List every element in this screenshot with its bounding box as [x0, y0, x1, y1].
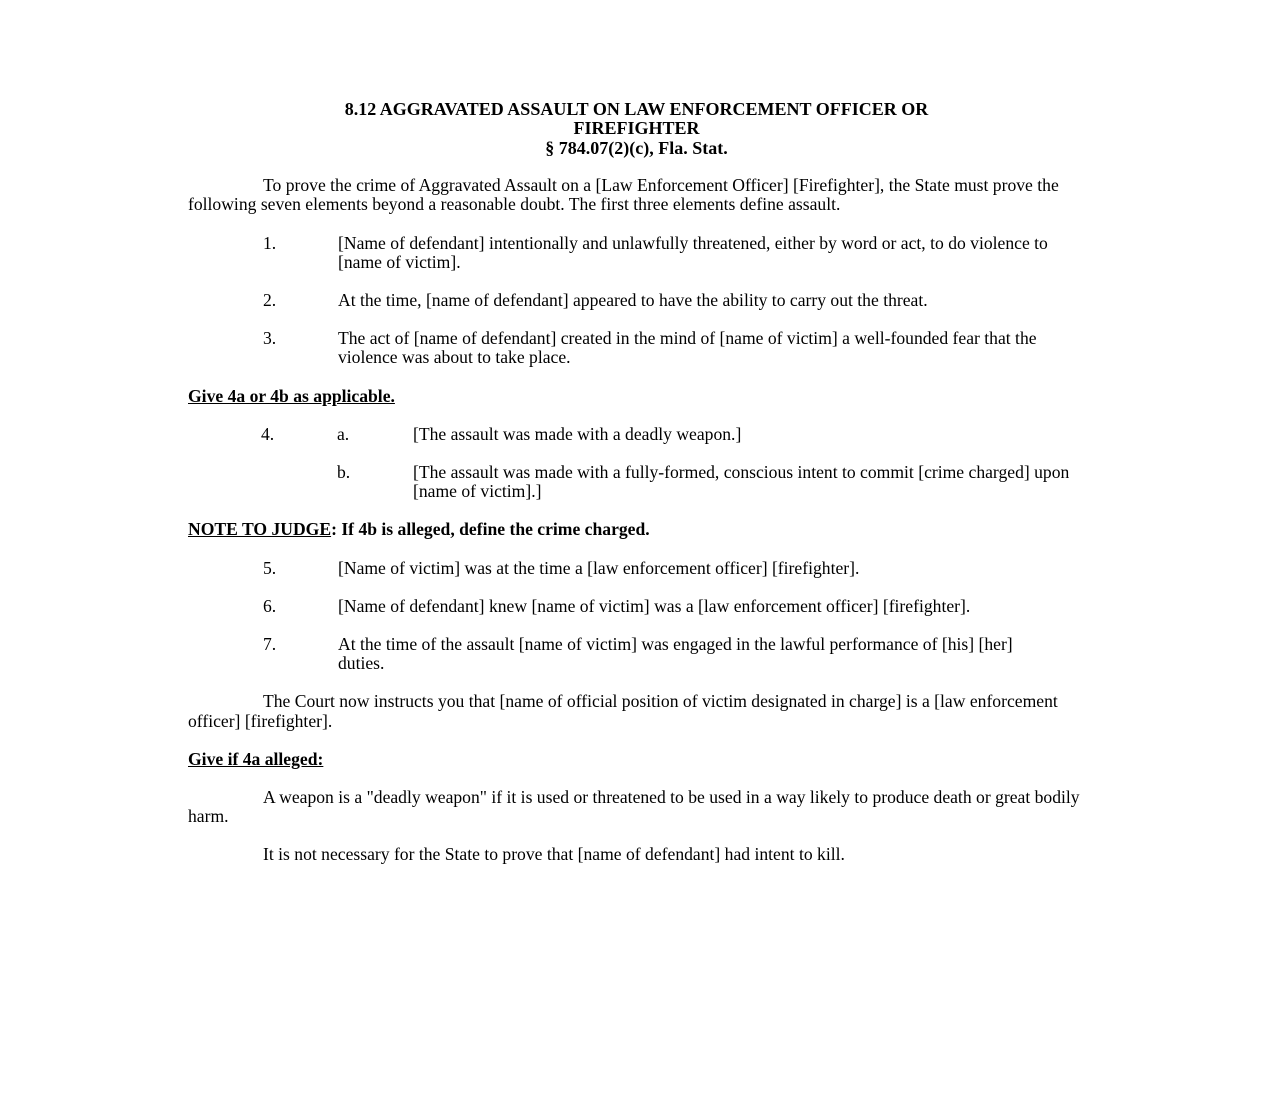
sub-element-text: [The assault was made with a fully-formed, conscious intent to commit [crime charged] upon [name of victim].] — [413, 462, 1070, 502]
element-item-1 — [188, 234, 1083, 272]
element-number: 6. — [263, 595, 277, 616]
element-number: 3. — [263, 328, 277, 349]
sub-element-letter: a. — [337, 423, 350, 444]
intro-paragraph: To prove the crime of Aggravated Assault on a [Law Enforcement Officer] [Firefighter], the State must prove the following seven elements beyond a reasonable doubt. The first three elements define assault. — [188, 175, 1059, 215]
element-text: At the time of the assault [name of victim] was engaged in the lawful performance of [his] [her] duties. — [338, 634, 1013, 674]
element-text: [Name of defendant] knew [name of victim] was a [law enforcement officer] [firefighter]. — [338, 595, 971, 616]
court-instruction-paragraph: The Court now instructs you that [name of official position of victim designated in charge] is a [law enforcement officer] [firefighter]. — [188, 691, 1058, 731]
element-item-7 — [188, 635, 1083, 673]
instruction-heading-4a-4b: Give 4a or 4b as applicable. — [188, 385, 395, 406]
title-line-2: FIREFIGHTER — [573, 118, 700, 139]
note-text: : If 4b is alleged, define the crime charged. — [331, 519, 650, 540]
instruction-heading-4a: Give if 4a alleged: — [188, 748, 324, 769]
element-number: 5. — [263, 557, 277, 578]
intent-paragraph: It is not necessary for the State to prove that [name of defendant] had intent to kill. — [263, 844, 845, 865]
element-number: 2. — [263, 290, 277, 311]
element-item-4b — [188, 463, 1083, 501]
document-title — [188, 100, 1083, 158]
document-page — [188, 100, 1083, 865]
title-statute: § 784.07(2)(c), Fla. Stat. — [545, 137, 728, 158]
element-item-5 — [188, 559, 1083, 578]
element-number: 1. — [263, 232, 277, 253]
sub-element-letter: b. — [337, 462, 351, 483]
sub-element-text: [The assault was made with a deadly weapon.] — [413, 423, 742, 444]
element-number: 4. — [261, 423, 275, 444]
element-item-4a — [188, 425, 1083, 444]
element-item-6 — [188, 597, 1083, 616]
title-line-1: 8.12 AGGRAVATED ASSAULT ON LAW ENFORCEMENT OFFICER OR — [344, 99, 929, 119]
element-number: 7. — [263, 634, 277, 655]
element-text: The act of [name of defendant] created in the mind of [name of victim] a well-founded fear that the violence was about to take place. — [338, 328, 1037, 368]
note-label: NOTE TO JUDGE — [188, 519, 332, 540]
element-item-2 — [188, 291, 1083, 310]
note-to-judge — [188, 520, 1083, 539]
element-item-3 — [188, 329, 1083, 367]
deadly-weapon-definition: A weapon is a "deadly weapon" if it is used or threatened to be used in a way likely to produce death or great bodily harm. — [188, 787, 1080, 827]
element-text: At the time, [name of defendant] appeared to have the ability to carry out the threat. — [338, 290, 928, 311]
element-text: [Name of victim] was at the time a [law enforcement officer] [firefighter]. — [338, 557, 860, 578]
element-text: [Name of defendant] intentionally and unlawfully threatened, either by word or act, to do violence to [name of victim]. — [338, 232, 1048, 272]
